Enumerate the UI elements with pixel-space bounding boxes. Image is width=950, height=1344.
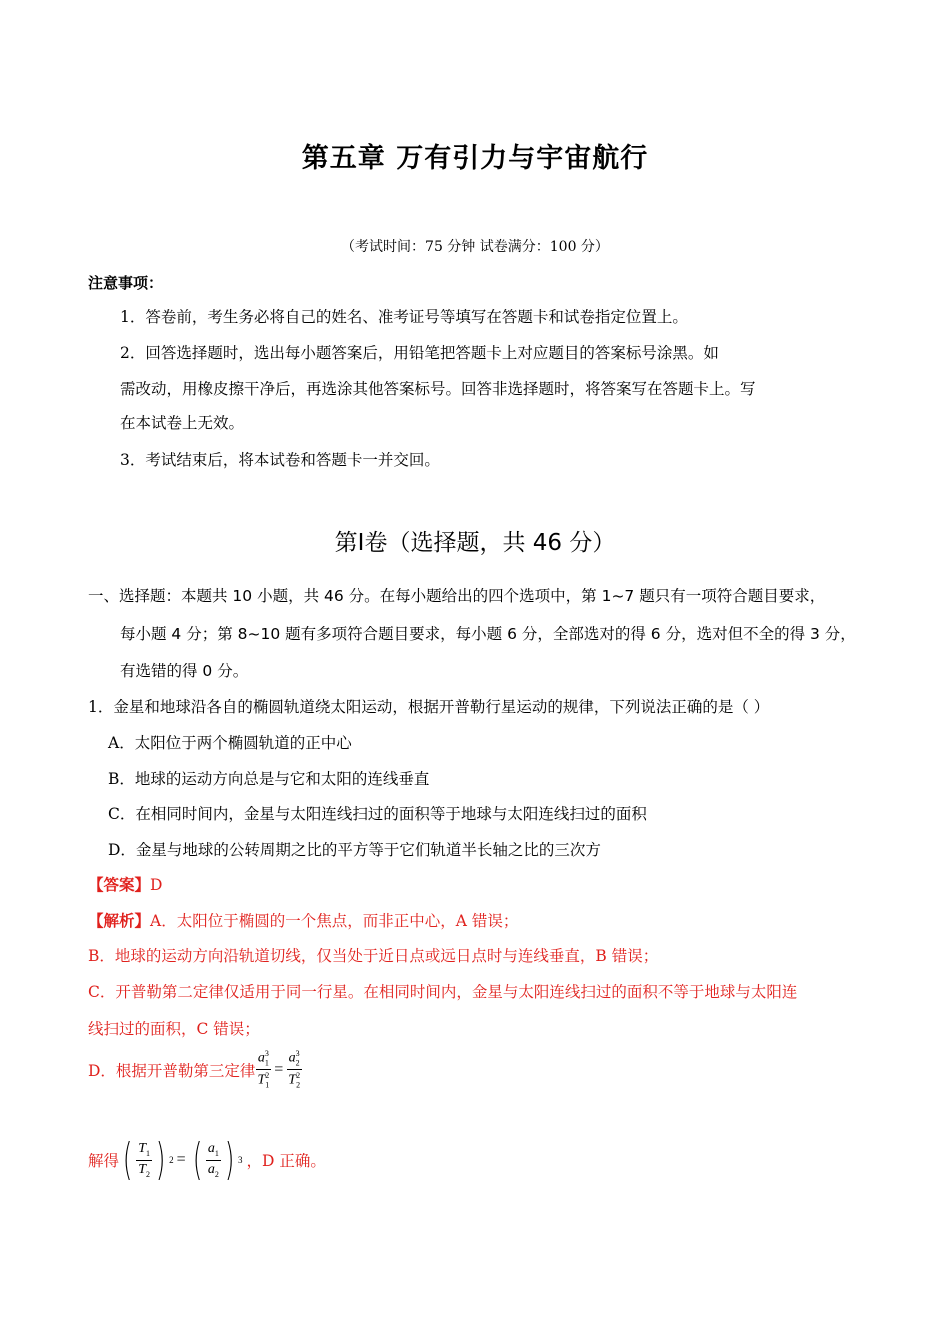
- notice-item: 2．回答选择题时，选出每小题答案后，用铅笔把答题卡上对应题目的答案标号涂黑。如: [120, 344, 719, 362]
- analysis-line: B．地球的运动方向沿轨道切线，仅当处于近日点或远日点时与连线垂直，B 错误；: [88, 947, 659, 965]
- analysis-line: 线扫过的面积，C 错误；: [88, 1020, 260, 1038]
- instruction-line: 有选错的得 0 分。: [120, 662, 249, 680]
- equals-sign: =: [274, 1060, 284, 1078]
- analysis-solve-prefix: 解得: [88, 1152, 120, 1170]
- option-a: A．太阳位于两个椭圆轨道的正中心: [108, 734, 352, 752]
- fraction-a2-t2: $\frac{a_2^3}{T_2^2}$: [288, 1049, 301, 1090]
- analysis-solve-suffix: ，D 正确。: [246, 1152, 326, 1170]
- question-stem: 1．金星和地球沿各自的椭圆轨道绕太阳运动，根据开普勒行星运动的规律，下列说法正确的是（ ）: [88, 698, 770, 716]
- section-title: 第Ⅰ卷（选择题，共 46 分）: [334, 530, 616, 556]
- instruction-line: 每小题 4 分；第 8~10 题有多项符合题目要求，每小题 6 分，全部选对的得 6 分，选对但不全的得 3 分，: [120, 625, 856, 643]
- analysis-d-prefix: D．根据开普勒第三定律: [88, 1061, 256, 1080]
- notice-item: 需改动，用橡皮擦干净后，再选涂其他答案标号。回答非选择题时，将答案写在答题卡上。写: [120, 380, 756, 398]
- analysis-solve-row: [88, 1134, 326, 1185]
- right-paren: ): [155, 1134, 166, 1185]
- analysis-row: [88, 909, 518, 931]
- right-paren: ): [224, 1134, 235, 1185]
- fraction-a1-t1: $\frac{a_1^3}{T_1^2}$: [257, 1049, 270, 1090]
- notice-item: 3．考试结束后，将本试卷和答题卡一并交回。: [120, 451, 440, 469]
- notice-item: 在本试卷上无效。: [120, 414, 245, 432]
- answer-value: D: [150, 876, 163, 894]
- option-b: B．地球的运动方向总是与它和太阳的连线垂直: [108, 770, 430, 788]
- analysis-label: 【解析】: [88, 912, 151, 930]
- page-title: 第五章 万有引力与宇宙航行: [301, 143, 649, 174]
- option-d: D．金星与地球的公转周期之比的平方等于它们轨道半长轴之比的三次方: [108, 841, 601, 859]
- analysis-line: A．太阳位于椭圆的一个焦点，而非正中心，A 错误；: [150, 912, 519, 930]
- solve-equation: [119, 1134, 243, 1185]
- analysis-d-row: [88, 1050, 302, 1090]
- left-paren: (: [192, 1134, 202, 1185]
- notice-item: 1．答卷前，考生务必将自己的姓名、准考证号等填写在答题卡和试卷指定位置上。: [120, 308, 688, 326]
- instruction-line: 一、选择题：本题共 10 小题，共 46 分。在每小题给出的四个选项中，第 1~7 题只有一项符合题目要求，: [88, 587, 826, 605]
- exponent-2: 2: [169, 1155, 174, 1165]
- kepler-equation: [255, 1050, 302, 1090]
- equals-sign: =: [176, 1151, 186, 1168]
- left-paren: (: [122, 1134, 133, 1185]
- answer-row: [88, 873, 162, 895]
- answer-label: 【答案】: [88, 876, 151, 894]
- exam-info: （考试时间：75 分钟 试卷满分：100 分）: [341, 239, 609, 255]
- fraction-t1-t2: $\frac{T_1}{T_2}$: [138, 1140, 150, 1179]
- analysis-line: C．开普勒第二定律仅适用于同一行星。在相同时间内，金星与太阳连线扫过的面积不等于地球与太阳连: [88, 983, 798, 1001]
- exponent-3: 3: [238, 1155, 243, 1165]
- option-c: C．在相同时间内，金星与太阳连线扫过的面积等于地球与太阳连线扫过的面积: [108, 805, 647, 823]
- notice-heading: 注意事项：: [88, 274, 164, 292]
- fraction-a1-a2: $\frac{a_1}{a_2}$: [207, 1140, 219, 1179]
